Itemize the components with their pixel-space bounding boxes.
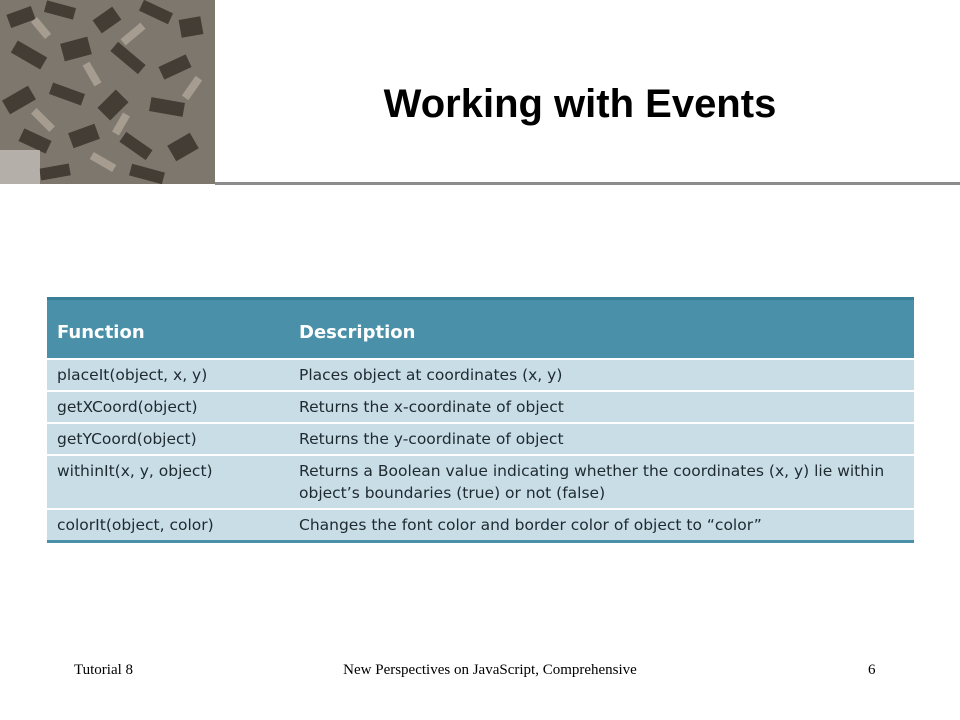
header-divider [215, 182, 960, 185]
table-row [47, 391, 914, 423]
footer-tutorial: Tutorial 8 [74, 662, 134, 678]
description-cell: Returns the y-coordinate of object [299, 423, 914, 455]
description-cell: Changes the font color and border color of object to “color” [299, 509, 914, 542]
function-cell: placeIt(object, x, y) [47, 359, 299, 391]
table-row [47, 509, 914, 542]
function-table-container [47, 297, 914, 543]
column-header-function: Function [47, 299, 299, 360]
table-row [47, 359, 914, 391]
footer-book-title: New Perspectives on JavaScript, Comprehensive [343, 662, 637, 678]
function-cell: withinIt(x, y, object) [47, 455, 299, 509]
table-header-row [47, 299, 914, 360]
function-cell: colorIt(object, color) [47, 509, 299, 542]
slide-title: Working with Events [383, 82, 777, 126]
function-table [47, 297, 914, 543]
table-row [47, 423, 914, 455]
function-cell: getYCoord(object) [47, 423, 299, 455]
footer-page-number: 6 [868, 662, 876, 678]
function-cell: getXCoord(object) [47, 391, 299, 423]
description-cell: Returns the x-coordinate of object [299, 391, 914, 423]
column-header-description: Description [299, 299, 914, 360]
table-row [47, 455, 914, 509]
description-cell: Places object at coordinates (x, y) [299, 359, 914, 391]
description-cell: Returns a Boolean value indicating whether the coordinates (x, y) lie within object’s boundaries (true) or not (false) [299, 455, 914, 509]
corner-letters-image [0, 0, 215, 184]
